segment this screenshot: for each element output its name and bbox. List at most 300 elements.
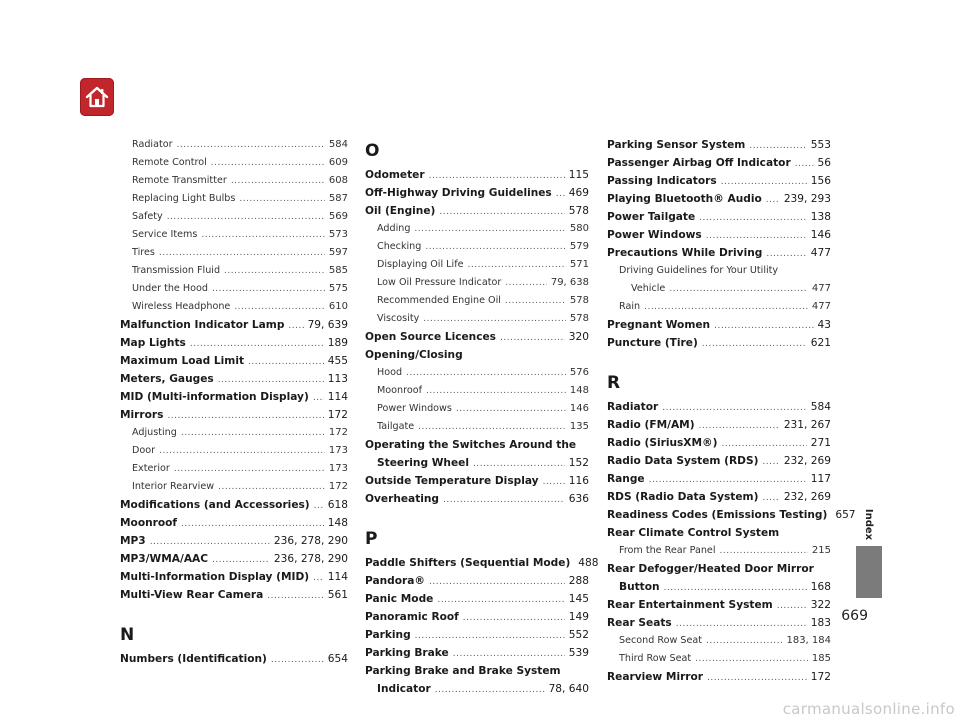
index-entry[interactable] — [607, 614, 831, 632]
entry-label: Readiness Codes (Emissions Testing) — [607, 509, 828, 521]
page-reference-link[interactable]: 636 — [568, 493, 589, 505]
leader-dots — [181, 515, 324, 533]
index-subentry[interactable] — [120, 424, 348, 442]
entry-label: Multi-View Rear Camera — [120, 589, 264, 601]
index-subentry[interactable] — [365, 364, 589, 382]
index-entry[interactable] — [120, 406, 348, 424]
entry-label: Rear Seats — [607, 617, 672, 629]
leader-dots — [267, 587, 324, 605]
leader-dots — [159, 442, 325, 460]
page-reference-link[interactable]: 43 — [817, 319, 831, 331]
entry-label: Safety — [132, 211, 163, 222]
leader-dots — [706, 227, 807, 245]
page-reference-link[interactable]: 173 — [328, 463, 348, 474]
index-entry[interactable] — [120, 650, 348, 668]
index-entry[interactable] — [607, 136, 831, 154]
leader-dots — [423, 310, 566, 328]
page-reference-link[interactable]: 578 — [568, 205, 589, 217]
page-reference-link[interactable]: 609 — [328, 157, 348, 168]
leader-dots — [443, 491, 565, 509]
entry-label: Opening/Closing — [365, 349, 463, 361]
index-subentry[interactable] — [607, 542, 831, 560]
leader-dots — [706, 632, 782, 650]
entry-label: Meters, Gauges — [120, 373, 214, 385]
index-entry[interactable] — [120, 550, 348, 568]
entry-label: Vehicle — [631, 283, 666, 294]
entry-label: Wireless Headphone — [132, 301, 231, 312]
leader-dots — [439, 203, 564, 221]
entry-label: Radio (SiriusXM®) — [607, 437, 718, 449]
leader-dots — [649, 471, 807, 489]
leader-dots — [181, 424, 325, 442]
page-reference-link[interactable]: 113 — [327, 373, 348, 385]
index-entry[interactable] — [365, 644, 589, 662]
leader-dots — [707, 669, 807, 687]
page-reference-link[interactable]: 115 — [568, 169, 589, 181]
index-entry[interactable] — [120, 514, 348, 532]
leader-dots — [435, 681, 545, 699]
index-subentry[interactable] — [607, 280, 831, 298]
index-tab[interactable] — [856, 546, 882, 598]
index-entry[interactable] — [365, 454, 589, 472]
page-reference-link[interactable]: 576 — [569, 367, 589, 378]
entry-label: Exterior — [132, 463, 170, 474]
entry-label: Moonroof — [377, 385, 422, 396]
page-reference-link[interactable]: 146 — [569, 403, 589, 414]
leader-dots — [426, 382, 566, 400]
entry-label: Overheating — [365, 493, 440, 505]
entry-label: Multi-Information Display (MID) — [120, 571, 310, 583]
page-reference-link[interactable]: 172 — [327, 409, 348, 421]
entry-label: Rear Defogger/Heated Door Mirror — [607, 563, 814, 575]
page-reference-link[interactable]: 571 — [569, 259, 589, 270]
entry-label: Mirrors — [120, 409, 164, 421]
entry-label: Off-Highway Driving Guidelines — [365, 187, 552, 199]
page-reference-link[interactable]: 469 — [568, 187, 589, 199]
leader-dots — [467, 256, 565, 274]
leader-dots — [429, 167, 565, 185]
leader-dots — [695, 650, 808, 668]
index-subentry[interactable] — [365, 238, 589, 256]
index-entry — [365, 436, 589, 454]
page-reference-link[interactable]: 271 — [810, 437, 831, 449]
entry-label: Malfunction Indicator Lamp — [120, 319, 285, 331]
entry-label: From the Rear Panel — [619, 545, 716, 556]
entry-label: Panoramic Roof — [365, 611, 459, 623]
index-entry[interactable] — [120, 568, 348, 586]
page-reference-link[interactable]: 239, 293 — [783, 193, 831, 205]
entry-label: Moonroof — [120, 517, 178, 529]
leader-dots — [500, 329, 565, 347]
index-entry[interactable] — [365, 166, 589, 184]
index-entry[interactable] — [365, 490, 589, 508]
index-subentry[interactable] — [120, 154, 348, 172]
page-reference-link[interactable]: 173 — [328, 445, 348, 456]
leader-dots — [271, 651, 324, 669]
page-reference-link[interactable]: 477 — [810, 247, 831, 259]
page-reference-link[interactable]: 575 — [328, 283, 348, 294]
entry-label: Operating the Switches Around the — [365, 439, 577, 451]
entry-label: Under the Hood — [132, 283, 208, 294]
leader-dots — [644, 298, 808, 316]
entry-label: Map Lights — [120, 337, 186, 349]
page-reference-link[interactable]: 580 — [569, 223, 589, 234]
page-reference-link[interactable]: 215 — [811, 545, 831, 556]
section-letter: N — [120, 625, 135, 645]
entry-label: Steering Wheel — [377, 457, 469, 469]
page-reference-link[interactable]: 138 — [810, 211, 831, 223]
leader-dots — [721, 435, 806, 453]
section-spacer — [607, 352, 831, 368]
page-reference-link[interactable]: 477 — [811, 283, 831, 294]
leader-dots — [699, 209, 807, 227]
index-entry[interactable] — [120, 334, 348, 352]
leader-dots — [456, 400, 566, 418]
section-spacer — [365, 508, 589, 524]
page-reference-link[interactable]: 288 — [568, 575, 589, 587]
leader-dots — [174, 460, 325, 478]
index-subentry[interactable] — [120, 244, 348, 262]
entry-label: Tailgate — [377, 421, 415, 432]
leader-dots — [762, 489, 779, 507]
index-entry[interactable] — [365, 626, 589, 644]
page-reference-link[interactable]: 183, 184 — [786, 635, 831, 646]
leader-dots — [714, 317, 813, 335]
index-entry — [365, 662, 589, 680]
page-reference-link[interactable]: 146 — [810, 229, 831, 241]
leader-dots — [702, 335, 807, 353]
index-subentry[interactable] — [120, 460, 348, 478]
index-subentry[interactable] — [120, 298, 348, 316]
page-reference-link[interactable]: 172 — [810, 671, 831, 683]
leader-dots — [505, 274, 547, 292]
entry-label: Parking Brake — [365, 647, 449, 659]
entry-label: Power Windows — [377, 403, 452, 414]
index-entry[interactable] — [607, 154, 831, 172]
page-reference-link[interactable]: 183 — [810, 617, 831, 629]
page-reference-link[interactable]: 488 — [578, 557, 599, 569]
entry-label: Replacing Light Bulbs — [132, 193, 236, 204]
index-entry[interactable] — [607, 172, 831, 190]
entry-label: Modifications (and Accessories) — [120, 499, 310, 511]
leader-dots — [212, 551, 270, 569]
entry-label: Indicator — [377, 683, 431, 695]
leader-dots — [418, 418, 566, 436]
leader-dots — [231, 172, 325, 190]
page-reference-link[interactable]: 573 — [328, 229, 348, 240]
index-entry[interactable] — [607, 334, 831, 352]
page-reference-link[interactable]: 232, 269 — [783, 455, 831, 467]
section-letter: P — [365, 529, 378, 549]
index-subentry[interactable] — [120, 172, 348, 190]
entry-label: Puncture (Tire) — [607, 337, 698, 349]
page-reference-link[interactable]: 236, 278, 290 — [273, 535, 348, 547]
page-number: 669 — [841, 608, 868, 624]
leader-dots — [664, 579, 807, 597]
index-entry[interactable] — [365, 590, 589, 608]
index-entry[interactable] — [607, 470, 831, 488]
index-entry[interactable] — [365, 608, 589, 626]
page-reference-link[interactable]: 584 — [328, 139, 348, 150]
leader-dots — [437, 591, 564, 609]
page-reference-link[interactable]: 56 — [817, 157, 831, 169]
entry-label: RDS (Radio Data System) — [607, 491, 759, 503]
section-spacer — [120, 604, 348, 620]
page-reference-link[interactable]: 597 — [328, 247, 348, 258]
entry-label: Low Oil Pressure Indicator — [377, 277, 502, 288]
leader-dots — [167, 407, 323, 425]
page-reference-link[interactable]: 145 — [568, 593, 589, 605]
entry-label: Parking Brake and Brake System — [365, 665, 561, 677]
index-entry[interactable] — [607, 668, 831, 686]
entry-label: Hood — [377, 367, 403, 378]
entry-label: Passing Indicators — [607, 175, 717, 187]
page-reference-link[interactable]: 135 — [569, 421, 589, 432]
leader-dots — [211, 154, 325, 172]
index-entry[interactable] — [365, 328, 589, 346]
page-reference-link[interactable]: 618 — [327, 499, 348, 511]
leader-dots — [795, 155, 814, 173]
entry-label: Open Source Licences — [365, 331, 496, 343]
page-reference-link[interactable]: 78, 640 — [548, 683, 589, 695]
index-subentry[interactable] — [120, 280, 348, 298]
page-reference-link[interactable]: 117 — [810, 473, 831, 485]
entry-label: Parking — [365, 629, 411, 641]
index-entry[interactable] — [120, 586, 348, 604]
index-entry[interactable] — [365, 202, 589, 220]
page-reference-link[interactable]: 79, 639 — [307, 319, 348, 331]
entry-label: Second Row Seat — [619, 635, 702, 646]
entry-label: Transmission Fluid — [132, 265, 221, 276]
page-reference-link[interactable]: 79, 638 — [550, 277, 589, 288]
entry-label: Radiator — [607, 401, 659, 413]
page-reference-link[interactable]: 322 — [810, 599, 831, 611]
index-entry[interactable] — [365, 554, 599, 572]
page-reference-link[interactable]: 189 — [327, 337, 348, 349]
page-reference-link[interactable]: 579 — [569, 241, 589, 252]
index-entry[interactable] — [607, 316, 831, 334]
entry-label: Panic Mode — [365, 593, 434, 605]
page-reference-link[interactable]: 231, 267 — [783, 419, 831, 431]
index-tab-label: Index — [863, 508, 875, 540]
entry-label: Third Row Seat — [619, 653, 692, 664]
leader-dots — [766, 245, 806, 263]
page-reference-link[interactable]: 561 — [327, 589, 348, 601]
index-entry[interactable] — [120, 532, 348, 550]
entry-label: Door — [132, 445, 156, 456]
section-letter: O — [365, 141, 380, 161]
entry-label: MID (Multi-information Display) — [120, 391, 309, 403]
leader-dots — [218, 478, 325, 496]
leader-dots — [766, 191, 780, 209]
entry-label: Rain — [619, 301, 641, 312]
index-entry[interactable] — [607, 488, 831, 506]
page-reference-link[interactable]: 578 — [569, 313, 589, 324]
page-reference-link[interactable]: 114 — [327, 391, 348, 403]
leader-dots — [453, 645, 565, 663]
page-reference-link[interactable]: 236, 278, 290 — [273, 553, 348, 565]
index-entry[interactable] — [607, 452, 831, 470]
entry-label: Recommended Engine Oil — [377, 295, 501, 306]
index-entry[interactable] — [607, 578, 831, 596]
page-reference-link[interactable]: 185 — [811, 653, 831, 664]
leader-dots — [662, 399, 807, 417]
index-subentry[interactable] — [365, 400, 589, 418]
index-entry[interactable] — [607, 190, 831, 208]
index-subentry[interactable] — [120, 226, 348, 244]
index-entry[interactable] — [365, 472, 589, 490]
home-button[interactable] — [80, 78, 114, 116]
leader-dots — [777, 597, 807, 615]
index-subentry[interactable] — [607, 298, 831, 316]
index-subentry[interactable] — [120, 478, 348, 496]
index-entry[interactable] — [120, 388, 348, 406]
page-reference-link[interactable]: 539 — [568, 647, 589, 659]
leader-dots — [762, 453, 779, 471]
index-entry[interactable] — [365, 184, 589, 202]
entry-label: Rear Entertainment System — [607, 599, 773, 611]
page-reference-link[interactable]: 610 — [328, 301, 348, 312]
entry-label: Radio Data System (RDS) — [607, 455, 759, 467]
index-subentry — [607, 262, 831, 280]
index-entry[interactable] — [607, 226, 831, 244]
index-entry[interactable] — [365, 680, 589, 698]
page-reference-link[interactable]: 578 — [569, 295, 589, 306]
entry-label: Service Items — [132, 229, 198, 240]
leader-dots — [224, 262, 325, 280]
index-entry[interactable] — [607, 244, 831, 262]
entry-label: Adjusting — [132, 427, 177, 438]
page-reference-link[interactable]: 654 — [327, 653, 348, 665]
index-column-1 — [120, 136, 348, 668]
page-reference-link[interactable]: 156 — [810, 175, 831, 187]
page-reference-link[interactable]: 657 — [835, 509, 856, 521]
index-subentry[interactable] — [120, 190, 348, 208]
page-reference-link[interactable]: 149 — [568, 611, 589, 623]
page-reference-link[interactable]: 152 — [568, 457, 589, 469]
entry-label: Numbers (Identification) — [120, 653, 267, 665]
entry-label: Odometer — [365, 169, 425, 181]
index-entry[interactable] — [607, 596, 831, 614]
entry-label: Remote Transmitter — [132, 175, 227, 186]
entry-label: Maximum Load Limit — [120, 355, 245, 367]
page-reference-link[interactable]: 584 — [810, 401, 831, 413]
index-entry — [607, 560, 831, 578]
section-letter: R — [607, 373, 621, 393]
index-subentry[interactable] — [120, 262, 348, 280]
index-subentry[interactable] — [120, 136, 348, 154]
index-subentry[interactable] — [365, 220, 589, 238]
index-entry[interactable] — [607, 434, 831, 452]
page-reference-link[interactable]: 608 — [328, 175, 348, 186]
index-entry[interactable] — [607, 506, 856, 524]
index-entry[interactable] — [365, 572, 589, 590]
leader-dots — [190, 335, 324, 353]
entry-label: Range — [607, 473, 645, 485]
page-reference-link[interactable]: 172 — [328, 427, 348, 438]
page-reference-link[interactable]: 168 — [810, 581, 831, 593]
page-reference-link[interactable]: 148 — [569, 385, 589, 396]
index-entry[interactable] — [607, 208, 831, 226]
leader-dots — [406, 364, 566, 382]
home-icon — [84, 84, 110, 110]
index-entry[interactable] — [120, 370, 348, 388]
page-reference-link[interactable]: 552 — [568, 629, 589, 641]
index-subentry[interactable] — [365, 274, 589, 292]
leader-dots — [159, 244, 325, 262]
index-entry[interactable] — [120, 316, 348, 334]
entry-label: Power Windows — [607, 229, 702, 241]
entry-label: Outside Temperature Display — [365, 475, 539, 487]
entry-label: Radiator — [132, 139, 173, 150]
page-reference-link[interactable]: 320 — [568, 331, 589, 343]
index-subentry[interactable] — [365, 292, 589, 310]
leader-dots — [429, 573, 565, 591]
index-subentry[interactable] — [120, 442, 348, 460]
entry-label: Driving Guidelines for Your Utility — [619, 265, 779, 276]
index-subentry[interactable] — [120, 208, 348, 226]
entry-label: Paddle Shifters (Sequential Mode) — [365, 557, 571, 569]
entry-label: Tires — [132, 247, 155, 258]
entry-label: Button — [619, 581, 660, 593]
page-reference-link[interactable]: 114 — [327, 571, 348, 583]
leader-dots — [167, 208, 325, 226]
page-reference-link[interactable]: 455 — [327, 355, 348, 367]
index-subentry[interactable] — [365, 382, 589, 400]
leader-dots — [212, 280, 325, 298]
leader-dots — [425, 238, 566, 256]
leader-dots — [150, 533, 270, 551]
index-entry[interactable] — [120, 496, 348, 514]
entry-label: Remote Control — [132, 157, 207, 168]
page-reference-link[interactable]: 569 — [328, 211, 348, 222]
entry-label: Rearview Mirror — [607, 671, 704, 683]
leader-dots — [414, 220, 565, 238]
index-entry[interactable] — [607, 398, 831, 416]
leader-dots — [505, 292, 566, 310]
entry-label: Passenger Airbag Off Indicator — [607, 157, 791, 169]
entry-label: Radio (FM/AM) — [607, 419, 695, 431]
leader-dots — [313, 569, 324, 587]
page-reference-link[interactable]: 477 — [811, 301, 831, 312]
leader-dots — [676, 615, 807, 633]
page-reference-link[interactable]: 587 — [328, 193, 348, 204]
index-entry[interactable] — [120, 352, 348, 370]
leader-dots — [201, 226, 325, 244]
leader-dots — [314, 497, 324, 515]
index-subentry[interactable] — [365, 310, 589, 328]
leader-dots — [288, 317, 303, 335]
page-reference-link[interactable]: 148 — [327, 517, 348, 529]
index-subentry[interactable] — [365, 256, 589, 274]
leader-dots — [699, 417, 780, 435]
leader-dots — [248, 353, 324, 371]
page-reference-link[interactable]: 621 — [810, 337, 831, 349]
page-reference-link[interactable]: 116 — [568, 475, 589, 487]
index-subentry[interactable] — [607, 632, 831, 650]
page-reference-link[interactable]: 553 — [810, 139, 831, 151]
index-entry — [607, 524, 831, 542]
index-entry[interactable] — [607, 416, 831, 434]
page-reference-link[interactable]: 585 — [328, 265, 348, 276]
index-entry — [365, 346, 589, 364]
leader-dots — [218, 371, 324, 389]
page-reference-link[interactable]: 232, 269 — [783, 491, 831, 503]
entry-label: Interior Rearview — [132, 481, 215, 492]
index-subentry[interactable] — [607, 650, 831, 668]
index-subentry[interactable] — [365, 418, 589, 436]
page-reference-link[interactable]: 172 — [328, 481, 348, 492]
